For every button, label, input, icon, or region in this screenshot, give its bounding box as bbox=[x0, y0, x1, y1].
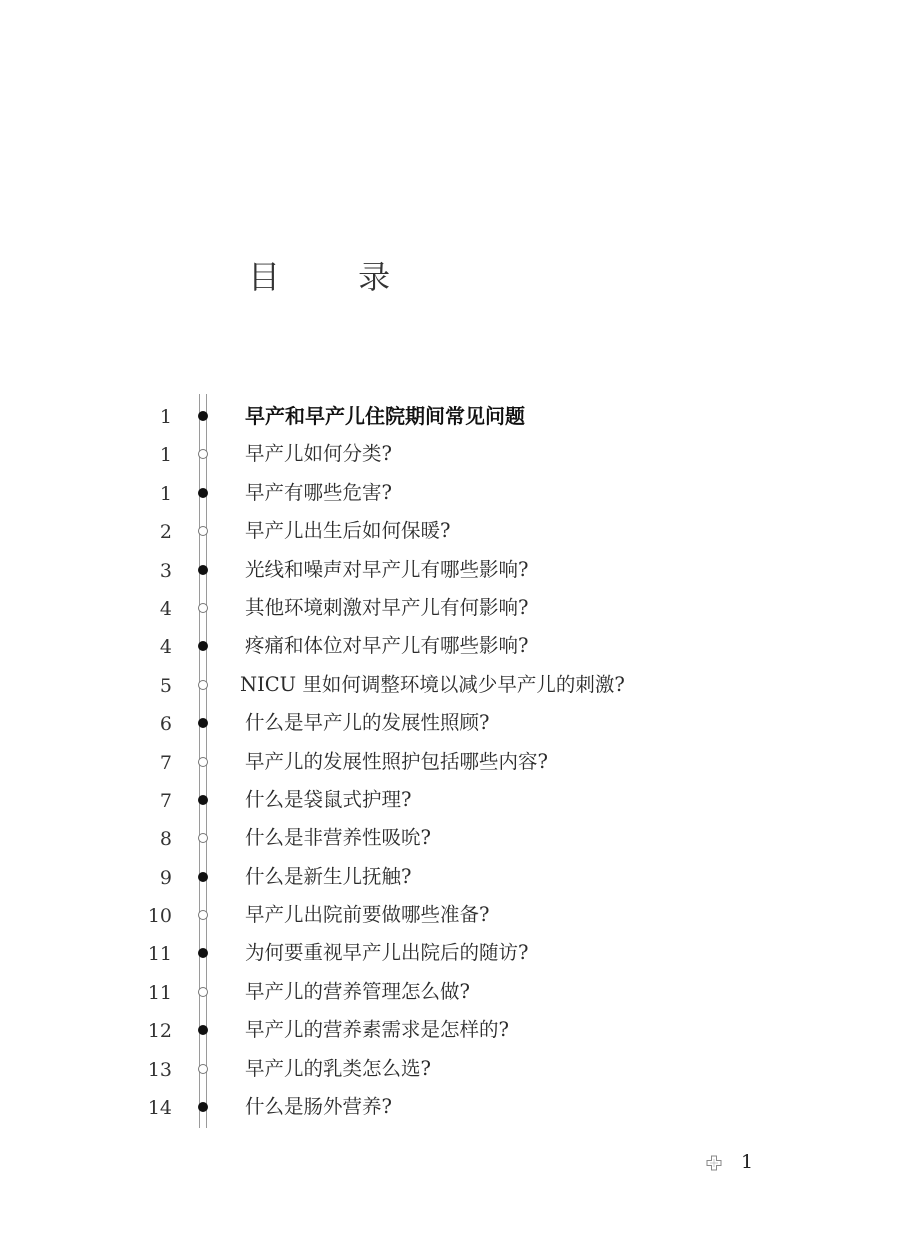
toc-entry-title: 早产儿出院前要做哪些准备? bbox=[245, 903, 490, 927]
toc-page-number: 1 bbox=[159, 444, 172, 467]
toc-page-number: 7 bbox=[159, 751, 172, 774]
filled-bullet-icon bbox=[198, 1025, 208, 1035]
toc-entry-title: 早产儿的乳类怎么选? bbox=[245, 1056, 431, 1080]
filled-bullet-icon bbox=[198, 1102, 208, 1112]
toc-entry-title: 早产儿如何分类? bbox=[245, 442, 392, 466]
toc-page-number: 1 bbox=[159, 482, 172, 505]
toc-entry-row[interactable] bbox=[0, 935, 900, 973]
toc-page-number: 4 bbox=[159, 597, 172, 620]
toc-page-number: 14 bbox=[147, 1097, 172, 1120]
toc-entry-row[interactable] bbox=[0, 744, 900, 782]
medical-cross-icon bbox=[706, 1155, 722, 1171]
toc-entry-row[interactable] bbox=[0, 436, 900, 474]
toc-page-number: 4 bbox=[159, 636, 172, 659]
filled-bullet-icon bbox=[198, 718, 208, 728]
toc-page-number: 10 bbox=[147, 905, 172, 928]
toc-entry-title: 早产儿的发展性照护包括哪些内容? bbox=[245, 749, 548, 773]
toc-entry-row[interactable] bbox=[0, 590, 900, 628]
toc-entry-title: 早产有哪些危害? bbox=[245, 480, 392, 504]
toc-entry-title: 早产儿出生后如何保暖? bbox=[245, 519, 451, 543]
toc-entry-title: 什么是非营养性吸吮? bbox=[245, 826, 431, 850]
toc-chapter-row[interactable] bbox=[0, 398, 900, 436]
toc-entry-row[interactable] bbox=[0, 705, 900, 743]
toc-entry-title: 什么是早产儿的发展性照顾? bbox=[245, 711, 490, 735]
hollow-bullet-icon bbox=[198, 449, 208, 459]
toc-entry-title: 早产儿的营养管理怎么做? bbox=[245, 979, 470, 1003]
toc-entry-row[interactable] bbox=[0, 628, 900, 666]
toc-page-number: 9 bbox=[159, 866, 172, 889]
filled-bullet-icon bbox=[198, 795, 208, 805]
toc-entry-row[interactable] bbox=[0, 513, 900, 551]
toc-entry-row[interactable] bbox=[0, 859, 900, 897]
filled-bullet-icon bbox=[198, 948, 208, 958]
toc-entry-row[interactable] bbox=[0, 667, 900, 705]
page-number: 1 bbox=[741, 1151, 754, 1173]
toc-entry-title: 什么是肠外营养? bbox=[245, 1095, 392, 1119]
toc-entry-row[interactable] bbox=[0, 820, 900, 858]
filled-bullet-icon bbox=[198, 411, 208, 421]
toc-page-number: 2 bbox=[159, 521, 172, 544]
toc-entry-title: 为何要重视早产儿出院后的随访? bbox=[245, 941, 529, 965]
toc-entry-row[interactable] bbox=[0, 897, 900, 935]
toc-entry-row[interactable] bbox=[0, 1012, 900, 1050]
hollow-bullet-icon bbox=[198, 757, 208, 767]
toc-page-number: 7 bbox=[159, 789, 172, 812]
filled-bullet-icon bbox=[198, 872, 208, 882]
toc-entry-title: 疼痛和体位对早产儿有哪些影响? bbox=[245, 634, 529, 658]
filled-bullet-icon bbox=[198, 641, 208, 651]
toc-chapter-title: 早产和早产儿住院期间常见问题 bbox=[245, 404, 525, 428]
toc-entry-title: 什么是袋鼠式护理? bbox=[245, 787, 412, 811]
toc-page-number: 13 bbox=[147, 1058, 172, 1081]
filled-bullet-icon bbox=[198, 488, 208, 498]
hollow-bullet-icon bbox=[198, 833, 208, 843]
toc-page-number: 11 bbox=[147, 943, 172, 966]
toc-entry-title: 什么是新生儿抚触? bbox=[245, 864, 412, 888]
toc-entry-title: 早产儿的营养素需求是怎样的? bbox=[245, 1018, 509, 1042]
hollow-bullet-icon bbox=[198, 987, 208, 997]
toc-page-number: 6 bbox=[159, 713, 172, 736]
toc-entry-title: NICU 里如何调整环境以减少早产儿的刺激? bbox=[240, 672, 625, 696]
toc-page-number: 11 bbox=[147, 981, 172, 1004]
toc-entry-row[interactable] bbox=[0, 782, 900, 820]
toc-entry-row[interactable] bbox=[0, 552, 900, 590]
toc-entry-title: 光线和噪声对早产儿有哪些影响? bbox=[245, 557, 529, 581]
toc-page-number: 12 bbox=[147, 1020, 172, 1043]
hollow-bullet-icon bbox=[198, 910, 208, 920]
hollow-bullet-icon bbox=[198, 680, 208, 690]
toc-page-number: 1 bbox=[159, 406, 172, 428]
toc-entry-row[interactable] bbox=[0, 1051, 900, 1089]
toc-page-number: 8 bbox=[159, 828, 172, 851]
toc-page-number: 3 bbox=[159, 559, 172, 582]
toc-entry-row[interactable] bbox=[0, 974, 900, 1012]
toc-entry-row[interactable] bbox=[0, 1089, 900, 1127]
toc-entry-row[interactable] bbox=[0, 475, 900, 513]
hollow-bullet-icon bbox=[198, 1064, 208, 1074]
page-title: 目 录 bbox=[248, 258, 425, 296]
hollow-bullet-icon bbox=[198, 603, 208, 613]
toc-list bbox=[0, 398, 900, 1127]
hollow-bullet-icon bbox=[198, 526, 208, 536]
filled-bullet-icon bbox=[198, 565, 208, 575]
toc-entry-title: 其他环境刺激对早产儿有何影响? bbox=[245, 595, 529, 619]
toc-page-number: 5 bbox=[159, 674, 172, 697]
